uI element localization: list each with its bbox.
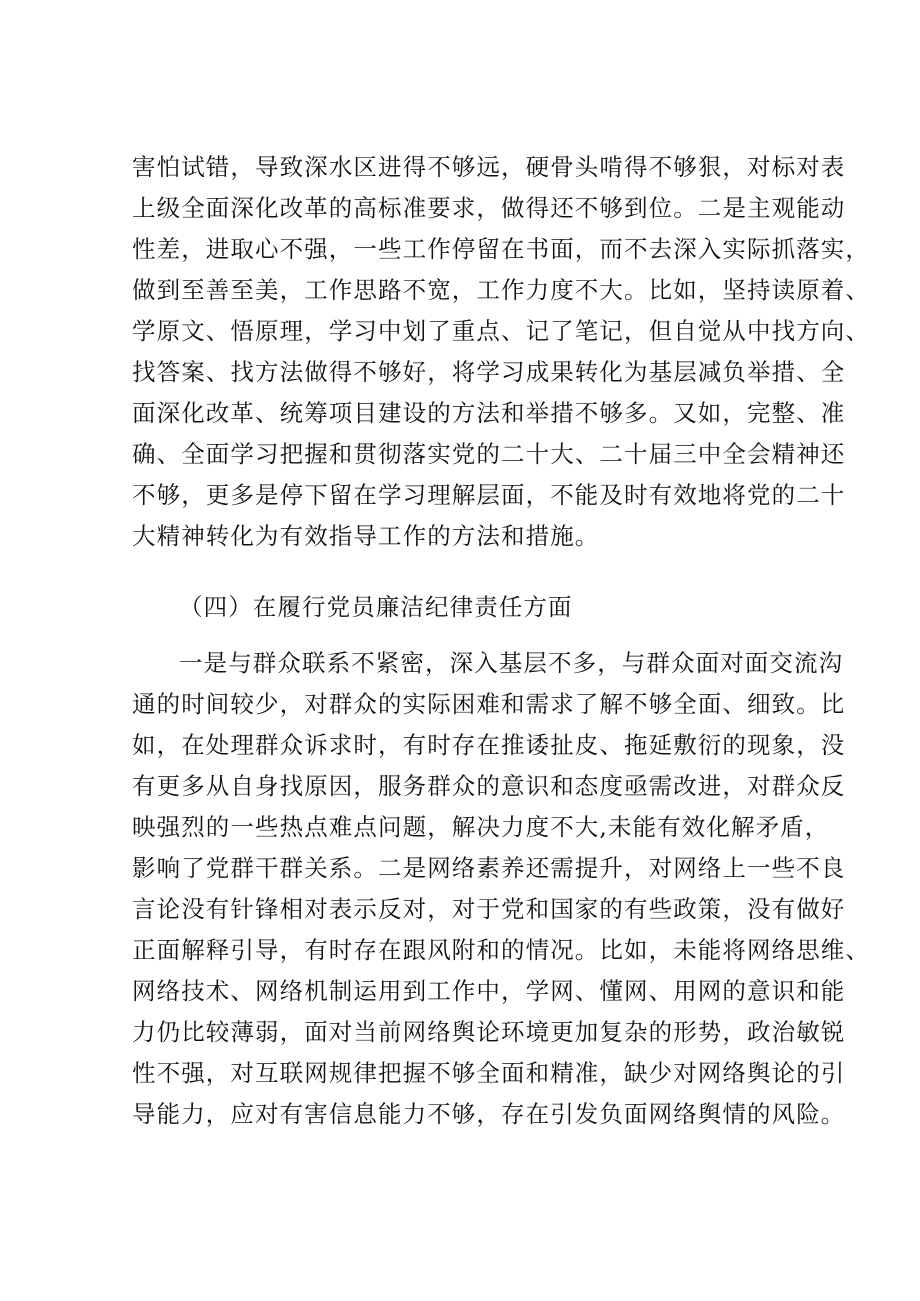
- text-line: 言论没有针锋相对表示反对，对于党和国家的有些政策，没有做好: [132, 895, 846, 923]
- text-line: 确、全面学习把握和贯彻落实党的二十大、二十届三中全会精神还: [132, 440, 846, 468]
- text-line: 性不强，对互联网规律把握不够全面和精准，缺少对网络舆论的引: [132, 1059, 846, 1087]
- text-line: 如，在处理群众诉求时，有时存在推诿扯皮、拖延敷衍的现象，没: [132, 731, 846, 759]
- text-line: 找答案、找方法做得不够好，将学习成果转化为基层减负举措、全: [132, 358, 846, 386]
- text-line: 力仍比较薄弱，面对当前网络舆论环境更加复杂的形势，政治敏锐: [132, 1018, 846, 1046]
- text-line: 映强烈的一些热点难点问题，解决力度不大,未能有效化解矛盾，: [132, 813, 830, 841]
- text-line: 不够，更多是停下留在学习理解层面，不能及时有效地将党的二十: [132, 481, 846, 509]
- text-line: 正面解释引导，有时存在跟风附和的情况。比如，未能将网络思维、: [132, 936, 870, 964]
- text-line: 学原文、悟原理，学习中划了重点、记了笔记，但自觉从中找方向、: [132, 317, 870, 345]
- text-line: 影响了党群干群关系。二是网络素养还需提升，对网络上一些不良: [132, 854, 846, 882]
- text-line: 大精神转化为有效指导工作的方法和措施。: [132, 522, 600, 550]
- text-line: 上级全面深化改革的高标准要求，做得还不够到位。二是主观能动: [132, 194, 846, 222]
- text-line: 面深化改革、统筹项目建设的方法和举措不够多。又如，完整、准: [132, 399, 846, 427]
- paragraph-integrity: [132, 643, 870, 1135]
- section-heading-text: （四）在履行党员廉洁纪律责任方面: [179, 593, 573, 621]
- text-line: 性差，进取心不强，一些工作停留在书面，而不去深入实际抓落实，: [132, 235, 870, 263]
- text-line: 做到至善至美，工作思路不宽，工作力度不大。比如，坚持读原着、: [132, 276, 870, 304]
- text-line: 有更多从自身找原因，服务群众的意识和态度亟需改进，对群众反: [132, 772, 846, 800]
- text-line: 通的时间较少，对群众的实际困难和需求了解不够全面、细致。比: [132, 690, 846, 718]
- text-line: 害怕试错，导致深水区进得不够远，硬骨头啃得不够狠，对标对表: [132, 153, 846, 181]
- text-line: 一是与群众联系不紧密，深入基层不多，与群众面对面交流沟: [179, 649, 844, 677]
- section-heading: [132, 587, 817, 628]
- text-line: 导能力，应对有害信息能力不够，存在引发负面网络舆情的风险。: [132, 1100, 846, 1128]
- text-line: 网络技术、网络机制运用到工作中，学网、懂网、用网的意识和能: [132, 977, 846, 1005]
- paragraph-continuation: [132, 147, 870, 557]
